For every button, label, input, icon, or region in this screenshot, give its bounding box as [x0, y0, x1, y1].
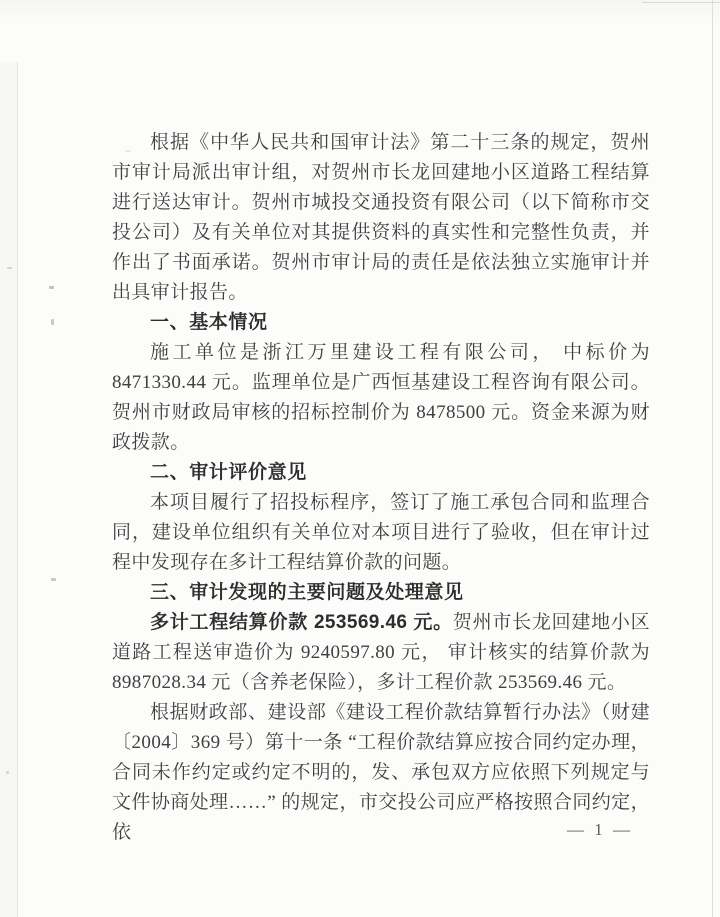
- scan-edge-top: [642, 2, 720, 3]
- bold-lead-text: 多计工程结算价款 253569.46 元。: [150, 612, 453, 633]
- page-number: — 1 —: [567, 820, 633, 839]
- scan-edge-right: [712, 0, 713, 917]
- section-heading: 三、审计发现的主要问题及处理意见: [150, 582, 464, 603]
- doc-paragraph: 本项目履行了招投标程序，签订了施工承包合同和监理合同，建设单位组织有关单位对本项目进行了验收，但在审计过程中发现存在多计工程结算价款的问题。: [112, 492, 650, 573]
- section-heading: 一、基本情况: [150, 312, 268, 333]
- doc-paragraph: 多计工程结算价款 253569.46 元。贺州市长龙回建地小区道路工程送审造价为 9240597.80 元， 审计核实的结算价款为 8987028.34 元（含养老保险），多计工程价款 253569.46 元。: [112, 612, 650, 693]
- document-body: [112, 128, 650, 848]
- scan-speck: [51, 319, 54, 325]
- scan-speck: [7, 267, 12, 269]
- doc-paragraph: 施工单位是浙江万里建设工程有限公司， 中标价为 8471330.44 元。监理单位是广西恒基建设工程咨询有限公司。贺州市财政局审核的招标控制价为 8478500 元。资金来源为财政拨款。: [112, 342, 650, 453]
- section-heading: 二、审计评价意见: [150, 462, 307, 483]
- doc-paragraph: 根据财政部、建设部《建设工程价款结算暂行办法》（财建〔2004〕369 号）第十一条 “工程价款结算应按合同约定办理，合同未作约定或约定不明的，发、承包双方应依照下列规定与文件协商处理……” 的规定，市交投公司应严格按照合同约定，依: [112, 702, 650, 843]
- scan-edge-left: [17, 62, 18, 917]
- scan-speck: [6, 771, 9, 774]
- scan-speck: [51, 578, 56, 581]
- scan-left-strip: [0, 62, 17, 917]
- scan-speck: [49, 286, 54, 289]
- doc-paragraph: 根据《中华人民共和国审计法》第二十三条的规定，贺州市审计局派出审计组，对贺州市长龙回建地小区道路工程结算进行送达审计。贺州市城投交通投资有限公司（以下简称市交投公司）及有关单位对其提供资料的真实性和完整性负责，并作出了书面承诺。贺州市审计局的责任是依法独立实施审计并出具审计报告。: [112, 132, 650, 303]
